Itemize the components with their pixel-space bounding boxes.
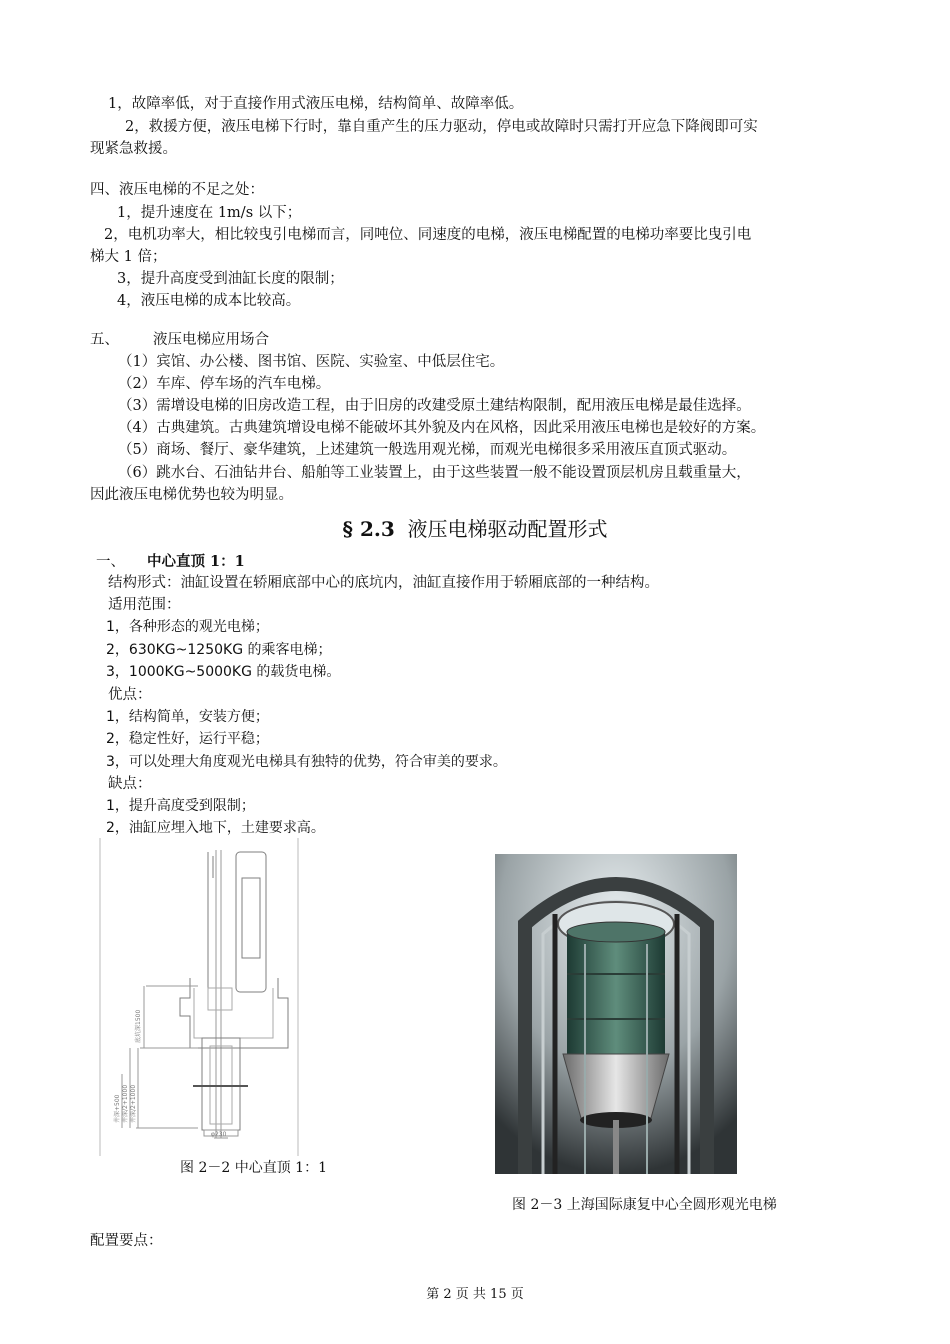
- subsection-1-title-text: 中心直顶 1：1: [147, 553, 245, 570]
- scope-item-1: 1，各种形态的观光电梯；: [106, 619, 269, 635]
- scope-item-2: 2，630KG~1250KG 的乘客电梯；: [106, 642, 332, 658]
- cons-item-1: 1，提升高度受到限制；: [106, 798, 255, 814]
- section-5-title-text: 液压电梯应用场合: [153, 332, 269, 348]
- pros-item-2: 2，稳定性好，运行平稳；: [106, 731, 269, 747]
- pros-label: 优点：: [108, 687, 152, 703]
- advantage-line-1: 1，故障率低，对于直接作用式液压电梯，结构简单、故障率低。: [108, 96, 524, 112]
- section-5-line-2: （2）车库、停车场的汽车电梯。: [118, 376, 331, 392]
- cons-label: 缺点：: [108, 776, 152, 792]
- figure-2-2-caption: 图 2－2 中心直顶 1：1: [180, 1160, 327, 1176]
- structure-description: 结构形式：油缸设置在轿厢底部中心的底坑内，油缸直接作用于轿厢底部的一种结构。: [108, 575, 659, 591]
- dim-label-4: 井深/2+1000: [130, 1084, 137, 1123]
- section-4-title: 四、液压电梯的不足之处：: [90, 182, 264, 198]
- section-heading: [0, 515, 950, 543]
- subsection-1-number: 一、: [96, 554, 125, 570]
- section-4-line-3: 梯大 1 倍；: [90, 249, 167, 265]
- dim-label-2: 井深+500: [114, 1094, 121, 1123]
- section-title: 液压电梯驱动配置形式: [407, 517, 608, 541]
- section-5-line-5: （5）商场、餐厅、豪华建筑，上述建筑一般选用观光梯，而观光电梯很多采用液压直顶式驱动。: [118, 442, 737, 458]
- dim-label-5: φ230: [211, 1131, 227, 1138]
- section-5-line-1: （1）宾馆、办公楼、图书馆、医院、实验室、中低层住宅。: [118, 354, 505, 370]
- scope-item-3: 3，1000KG~5000KG 的载货电梯。: [106, 664, 341, 680]
- subsection-1-title: [96, 552, 245, 572]
- section-4-line-1: 1，提升速度在 1m/s 以下；: [117, 205, 302, 221]
- section-5-line-4: （4）古典建筑。古典建筑增设电梯不能破坏其外貌及内在风格，因此采用液压电梯也是较好的方案。: [118, 420, 766, 436]
- advantage-line-3: 现紧急救援。: [90, 141, 177, 157]
- section-5-line-6: （6）跳水台、石油钻井台、船舶等工业装置上，由于这些装置一般不能设置顶层机房且载重量大，: [118, 465, 751, 481]
- pros-item-3: 3，可以处理大角度观光电梯具有独特的优势，符合审美的要求。: [106, 754, 507, 770]
- scope-label: 适用范围：: [108, 597, 181, 613]
- section-4-line-4: 3，提升高度受到油缸长度的限制；: [117, 271, 344, 287]
- pros-item-1: 1，结构简单，安装方便；: [106, 709, 269, 725]
- center-direct-jack-drawing: [98, 838, 310, 1156]
- cons-item-2: 2，油缸应埋入地下，土建要求高。: [106, 820, 325, 836]
- figure-2-3-caption: 图 2－3 上海国际康复中心全圆形观光电梯: [512, 1197, 777, 1213]
- section-4-line-2: 2，电机功率大，相比较曳引电梯而言，同吨位、同速度的电梯，液压电梯配置的电梯功率要比曳引电: [104, 227, 752, 243]
- dim-label-1: 底坑深1500: [135, 1009, 142, 1043]
- panoramic-elevator-photo: [495, 854, 737, 1174]
- section-5-line-7: 因此液压电梯优势也较为明显。: [90, 487, 293, 503]
- section-4-line-5: 4，液压电梯的成本比较高。: [117, 293, 301, 309]
- advantage-line-2: 2，救援方便，液压电梯下行时，靠自重产生的压力驱动，停电或故障时只需打开应急下降阀即可实: [125, 119, 758, 135]
- section-5-number: 五、: [90, 332, 119, 348]
- page-footer: 第 2 页 共 15 页: [426, 1287, 524, 1302]
- section-5-line-3: （3）需增设电梯的旧房改造工程，由于旧房的改建受原土建结构限制，配用液压电梯是最佳选择。: [118, 398, 751, 414]
- dim-label-3: 井深/2+1000: [122, 1084, 129, 1123]
- config-points-label: 配置要点：: [90, 1233, 163, 1249]
- section-5-title: [90, 330, 269, 350]
- section-number: § 2.3: [342, 517, 395, 541]
